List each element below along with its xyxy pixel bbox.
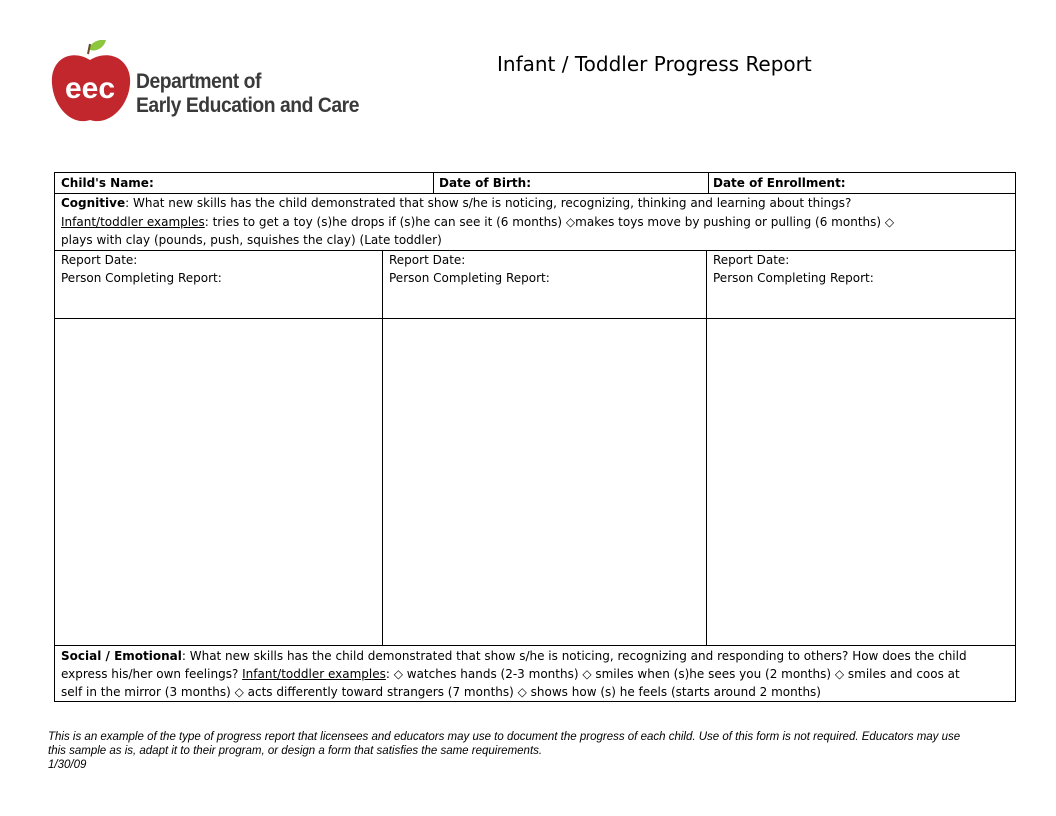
cognitive-examples-text: : tries to get a toy (s)he drops if (s)he can see it (6 months) ◇makes toys move by pushing or pulling (6 months) ◇ xyxy=(204,215,895,229)
person-completing-col1[interactable]: Person Completing Report: xyxy=(61,271,222,285)
report-date-col3[interactable]: Report Date: xyxy=(713,253,790,267)
cognitive-examples-cont: plays with clay (pounds, push, squishes the clay) (Late toddler) xyxy=(61,233,442,247)
report-date-col1[interactable]: Report Date: xyxy=(61,253,138,267)
social-examples-cont: self in the mirror (3 months) ◇ acts differently toward strangers (7 months) ◇ shows how (s) he feels (starts around 2 months) xyxy=(61,685,821,699)
col-divider xyxy=(433,173,434,193)
footer-date: 1/30/09 xyxy=(48,759,87,771)
person-completing-col2[interactable]: Person Completing Report: xyxy=(389,271,550,285)
cognitive-question-text: : What new skills has the child demonstrated that show s/he is noticing, recognizing, thinking and learning about things? xyxy=(125,196,852,210)
org-line1: Department of xyxy=(136,70,261,93)
cognitive-notes-col2[interactable] xyxy=(383,319,706,645)
social-line2-post: : ◇ watches hands (2-3 months) ◇ smiles when (s)he sees you (2 months) ◇ smiles and coos at xyxy=(385,667,960,681)
cognitive-examples-label: Infant/toddler examples xyxy=(61,215,205,229)
footer-line2: this sample as is, adapt it to their program, or design a form that satisfies the same requirements. xyxy=(48,745,543,757)
footer-line1: This is an example of the type of progress report that licensees and educators may use to document the progress of each child. Use of this form is not required. Educators may use xyxy=(48,731,961,743)
cognitive-question xyxy=(61,194,851,212)
report-date-col2[interactable]: Report Date: xyxy=(389,253,466,267)
org-line2: Early Education and Care xyxy=(136,94,360,117)
cognitive-examples xyxy=(61,213,894,231)
social-line2-pre: express his/her own feelings? xyxy=(61,667,243,681)
footer-note xyxy=(48,730,1018,772)
cognitive-notes-col1[interactable] xyxy=(55,319,382,645)
row-divider xyxy=(55,645,1015,646)
social-examples-label: Infant/toddler examples xyxy=(242,667,386,681)
progress-report-form xyxy=(54,172,1016,702)
child-name-field[interactable]: Child's Name: xyxy=(61,176,154,190)
social-examples xyxy=(61,665,960,683)
cognitive-label: Cognitive xyxy=(61,196,126,210)
date-of-birth-field[interactable]: Date of Birth: xyxy=(439,176,532,190)
cognitive-notes-col3[interactable] xyxy=(707,319,1015,645)
date-of-enrollment-field[interactable]: Date of Enrollment: xyxy=(713,176,846,190)
row-divider xyxy=(55,250,1015,251)
person-completing-col3[interactable]: Person Completing Report: xyxy=(713,271,874,285)
eec-logo xyxy=(50,40,360,130)
social-label: Social / Emotional xyxy=(61,649,182,663)
apple-logo-icon xyxy=(50,40,134,128)
logo-text: eec xyxy=(64,72,116,105)
social-question xyxy=(61,647,967,665)
org-name xyxy=(136,70,359,118)
social-question-text: : What new skills has the child demonstrated that show s/he is noticing, recognizing and responding to others? How does the child xyxy=(181,649,967,663)
col-divider xyxy=(708,173,709,193)
page-title: Infant / Toddler Progress Report xyxy=(497,52,812,76)
